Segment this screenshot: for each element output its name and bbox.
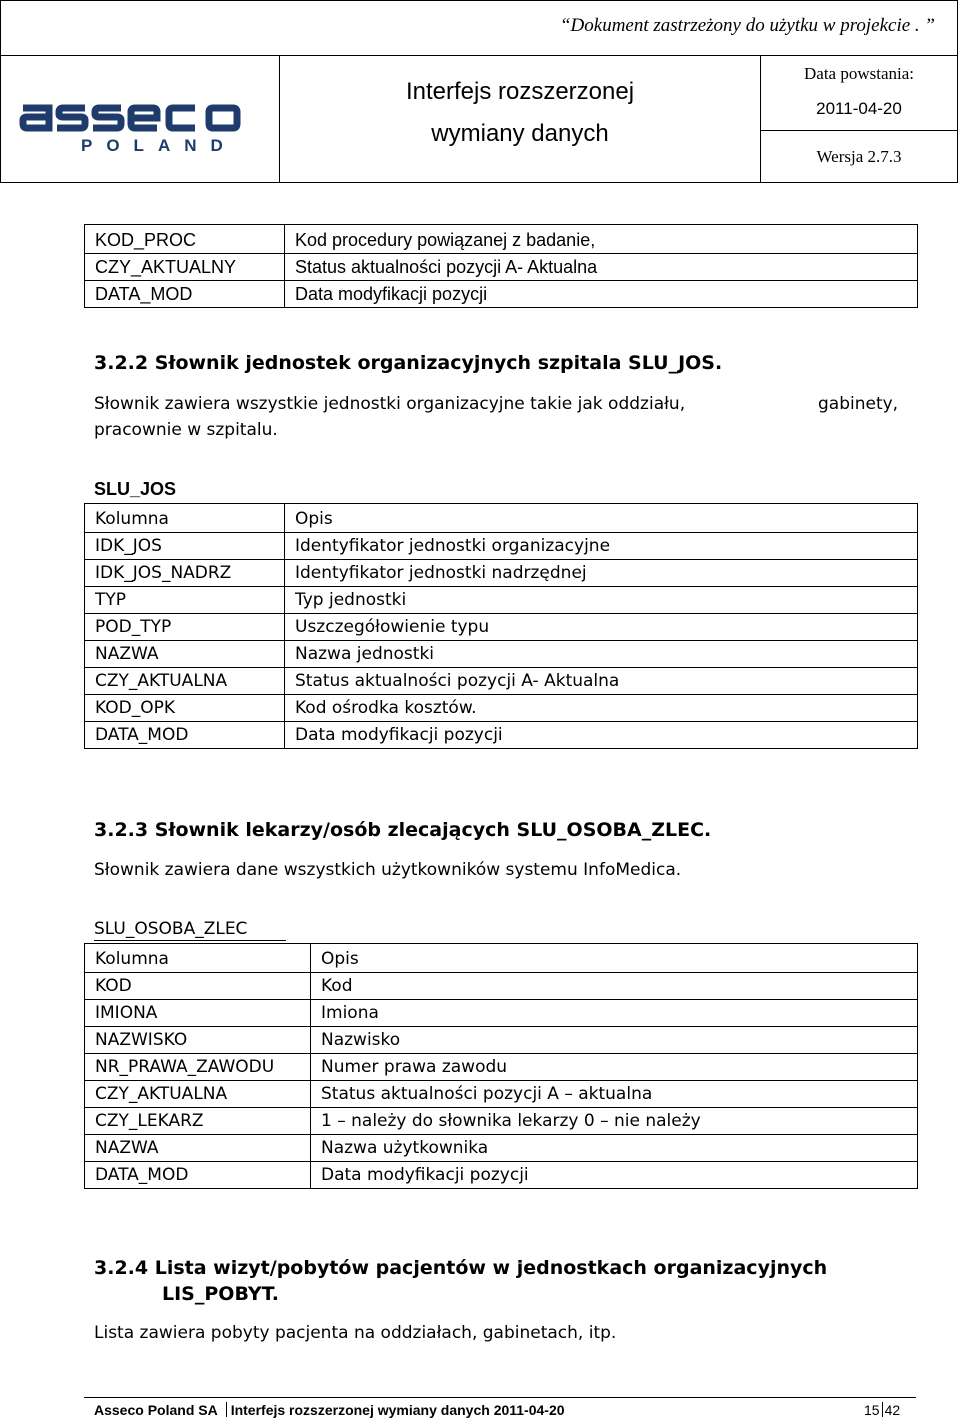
column-header-opis: Opis [311, 944, 918, 973]
document-title-line2: wymiany danych [431, 120, 609, 147]
column-name-cell: NAZWA [85, 1135, 311, 1162]
version-box [760, 130, 958, 183]
asseco-logo [19, 98, 259, 132]
page-number [864, 1402, 900, 1418]
column-name-cell: CZY_AKTUALNA [85, 668, 285, 695]
table-row [85, 560, 918, 587]
creation-date-box [760, 55, 958, 131]
description-cell: Kod ośrodka kosztów. [285, 695, 918, 722]
table-row [85, 254, 918, 281]
previous-table-continuation [84, 224, 918, 308]
table-row [85, 722, 918, 749]
table-row [85, 587, 918, 614]
column-header-kolumna: Kolumna [85, 944, 311, 973]
header-confidentiality-note: “Dokument zastrzeżony do użytku w projekcie . ” [559, 15, 935, 36]
description-cell: Data modyfikacji pozycji [311, 1162, 918, 1189]
description-cell: Status aktualności pozycji A- Aktualna [285, 668, 918, 695]
table-row [85, 533, 918, 560]
column-name-cell: DATA_MOD [85, 281, 285, 308]
slu-osoba-zlec-table [84, 943, 918, 1189]
description-cell: Data modyfikacji pozycji [285, 281, 918, 308]
description-cell: Uszczegółowienie typu [285, 614, 918, 641]
table-row [85, 1162, 918, 1189]
table-header-row [85, 944, 918, 973]
table-header-row [85, 504, 918, 533]
table-row [85, 695, 918, 722]
description-cell: Kod procedury powiązanej z badanie, [285, 225, 918, 254]
page-total: 42 [884, 1402, 901, 1418]
table-name-slu-jos: SLU_JOS [94, 479, 177, 499]
section-3-2-4-paragraph: Lista zawiera pobyty pacjenta na oddziałach, gabinetach, itp. [94, 1323, 617, 1343]
column-name-cell: CZY_AKTUALNA [85, 1081, 311, 1108]
description-cell: Data modyfikacji pozycji [285, 722, 918, 749]
creation-date-value: 2011-04-20 [816, 99, 902, 118]
table-name-underline [94, 940, 286, 941]
page-separator [882, 1402, 883, 1417]
column-header-opis: Opis [285, 504, 918, 533]
description-cell: Nazwisko [311, 1027, 918, 1054]
column-name-cell: NAZWISKO [85, 1027, 311, 1054]
description-cell: Nazwa użytkownika [311, 1135, 918, 1162]
column-name-cell: KOD_OPK [85, 695, 285, 722]
column-name-cell: TYP [85, 587, 285, 614]
column-name-cell: KOD [85, 973, 311, 1000]
column-name-cell: IMIONA [85, 1000, 311, 1027]
column-name-cell: DATA_MOD [85, 722, 285, 749]
table-row [85, 1000, 918, 1027]
column-name-cell: NAZWA [85, 641, 285, 668]
table-row [85, 1108, 918, 1135]
table-row [85, 1081, 918, 1108]
column-name-cell: NR_PRAWA_ZAWODU [85, 1054, 311, 1081]
section-3-2-2-paragraph-line1-end: gabinety, [818, 394, 899, 414]
table-row [85, 225, 918, 254]
column-name-cell: IDK_JOS_NADRZ [85, 560, 285, 587]
document-title-box [279, 55, 761, 183]
table-row [85, 281, 918, 308]
description-cell: Identyfikator jednostki nadrzędnej [285, 560, 918, 587]
creation-date-label: Data powstania: [804, 64, 914, 83]
document-title-line1: Interfejs rozszerzonej [405, 78, 635, 105]
table-row [85, 1027, 918, 1054]
description-cell: Typ jednostki [285, 587, 918, 614]
section-heading-3-2-3: 3.2.3 Słownik lekarzy/osób zlecających SLU_OSOBA_ZLEC. [94, 819, 712, 841]
description-cell: Kod [311, 973, 918, 1000]
table-name-slu-osoba-zlec: SLU_OSOBA_ZLEC [94, 919, 248, 939]
description-cell: Imiona [311, 1000, 918, 1027]
description-cell: Status aktualności pozycji A – aktualna [311, 1081, 918, 1108]
footer-separator [226, 1402, 227, 1417]
section-heading-3-2-4: 3.2.4 Lista wizyt/pobytów pacjentów w jednostkach organizacyjnych [94, 1257, 828, 1279]
column-name-cell: DATA_MOD [85, 1162, 311, 1189]
table-row [85, 1135, 918, 1162]
table-row [85, 668, 918, 695]
table-row [85, 641, 918, 668]
column-name-cell: CZY_LEKARZ [85, 1108, 311, 1135]
column-name-cell: IDK_JOS [85, 533, 285, 560]
table-row [85, 1054, 918, 1081]
description-cell: Nazwa jednostki [285, 641, 918, 668]
section-heading-3-2-2: 3.2.2 Słownik jednostek organizacyjnych szpitala SLU_JOS. [94, 352, 723, 374]
section-heading-3-2-4-line2: LIS_POBYT. [162, 1283, 279, 1305]
column-name-cell: KOD_PROC [85, 225, 285, 254]
page-footer [94, 1402, 565, 1418]
column-header-kolumna: Kolumna [85, 504, 285, 533]
header-note-box [0, 0, 958, 56]
footer-date: 2011-04-20 [493, 1402, 565, 1418]
description-cell: Identyfikator jednostki organizacyjne [285, 533, 918, 560]
logo-subtitle: POLAND [81, 136, 237, 155]
page-header [0, 0, 958, 183]
column-name-cell: CZY_AKTUALNY [85, 254, 285, 281]
table-row [85, 973, 918, 1000]
page-current: 15 [864, 1402, 880, 1418]
section-3-2-3-paragraph: Słownik zawiera dane wszystkich użytkowników systemu InfoMedica. [94, 860, 682, 880]
description-cell: 1 – należy do słownika lekarzy 0 – nie należy [311, 1108, 918, 1135]
section-3-2-2-paragraph-line2: pracownie w szpitalu. [94, 420, 278, 440]
slu-jos-table [84, 503, 918, 749]
column-name-cell: POD_TYP [85, 614, 285, 641]
description-cell: Status aktualności pozycji A- Aktualna [285, 254, 918, 281]
footer-rule [84, 1397, 916, 1398]
description-cell: Numer prawa zawodu [311, 1054, 918, 1081]
company-logo-box [0, 55, 280, 183]
table-row [85, 614, 918, 641]
section-3-2-2-paragraph-line1: Słownik zawiera wszystkie jednostki organizacyjne takie jak oddziału, [94, 394, 686, 414]
version-text: Wersja 2.7.3 [816, 147, 902, 166]
footer-company: Asseco Poland SA [94, 1402, 218, 1418]
footer-doc-title: Interfejs rozszerzonej wymiany danych [230, 1402, 490, 1418]
